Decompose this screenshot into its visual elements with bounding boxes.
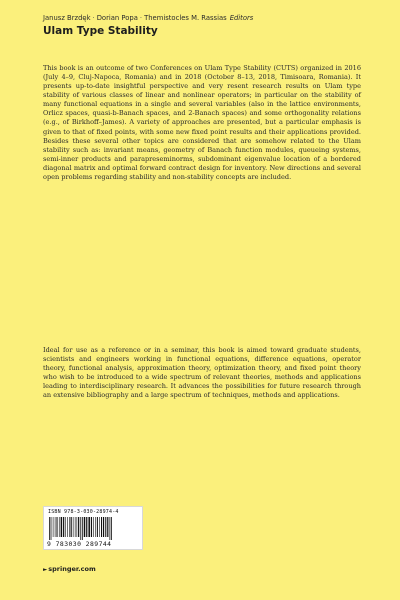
barcode-bar — [111, 517, 112, 540]
barcode-bar — [55, 517, 56, 537]
barcode-bar — [105, 517, 106, 537]
barcode-bar — [84, 517, 86, 537]
barcode-bar — [95, 517, 96, 537]
editor-name: Dorian Popa — [96, 14, 138, 22]
barcode-bar — [97, 517, 98, 537]
barcode-bar — [103, 517, 104, 537]
barcode-bar — [86, 517, 87, 537]
barcode-bar — [67, 517, 68, 537]
barcode-bar — [63, 517, 64, 537]
editor-separator: · — [139, 14, 143, 22]
editors-role-label: Editors — [229, 14, 254, 22]
barcode-bar — [57, 517, 58, 537]
barcode-bar — [91, 517, 92, 537]
description-paragraph: This book is an outcome of two Conferences on Ulam Type Stability (CUTS) organized in 2016 (July 4–9, Cluj-Napoca, Romania) and in 2018 (October 8–13, 2018, Timisoara, Romania). It presents up-to-date insightful perspective and very resent research results on Ulam type stability of various classes of linear and nonlinear operators; in particular on the stability of many functional equations in a single and several variables (also in the lattice environments, Orlicz spaces, quasi-b-Banach spaces, and 2-Banach spaces) and some orthogonality relations (e.g., of Birkhoff–James). A variety of approaches are presented, but a particular emphasis is given to that of fixed points, with some new fixed point results and their applications provided. Besides these several other topics are considered that are somehow related to the Ulam stability such as: invariant means, geometry of Banach function modules, queueing systems, semi-inner products and parapreseminorms, subdominant eigenvalue location of a bordered diagonal matrix and optimal forward contract design for inventory. New directions and several open problems regarding stability and non-stability concepts are included. — [43, 63, 361, 182]
barcode-bar — [110, 517, 111, 540]
audience-paragraph: Ideal for use as a reference or in a seminar, this book is aimed toward graduate students, scientists and engineers working in functional equations, difference equations, operator theory, functional analysis, approximation theory, optimization theory, and fixed point theory who wish to be introduced to a wide spectrum of relevant theories, methods and applications leading to interdisciplinary research. It advances the possibilities for future research through an extensive bibliography and a large spectrum of techniques, methods and applications. — [43, 345, 361, 400]
editor-name: Janusz Brzdęk — [43, 14, 91, 22]
isbn-label: ISBN 978-3-030-28974-4 — [48, 509, 119, 515]
barcode-bar — [78, 517, 79, 537]
barcode-bar — [88, 517, 90, 537]
publisher-url[interactable] — [43, 565, 96, 573]
barcode-bar — [65, 517, 66, 537]
editors-line — [43, 14, 373, 23]
barcode-bar — [99, 517, 100, 537]
barcode-bar — [107, 517, 108, 537]
editor-separator: · — [92, 14, 95, 22]
barcode-bar — [93, 517, 94, 537]
barcode-bar — [101, 517, 102, 537]
barcode-bar — [49, 517, 50, 540]
arrow-right-icon: ► — [43, 567, 48, 573]
barcode-bar — [82, 517, 83, 540]
barcode-bars — [48, 517, 138, 540]
barcode-digits: 9 783030 289744 — [47, 540, 112, 548]
barcode-bar — [59, 517, 60, 537]
isbn-barcode — [43, 506, 143, 550]
barcode-bar — [61, 517, 63, 537]
book-title: Ulam Type Stability — [43, 25, 158, 37]
editor-name: Themistocles M. Rassias — [144, 14, 227, 22]
barcode-bar — [53, 517, 54, 537]
barcode-bar — [77, 517, 78, 537]
barcode-bar — [51, 517, 52, 540]
barcode-bar — [69, 517, 70, 537]
barcode-bar — [75, 517, 76, 537]
barcode-bar — [73, 517, 74, 537]
barcode-bar — [71, 517, 72, 537]
publisher-url-text: springer.com — [48, 565, 96, 573]
barcode-bar — [80, 517, 81, 540]
